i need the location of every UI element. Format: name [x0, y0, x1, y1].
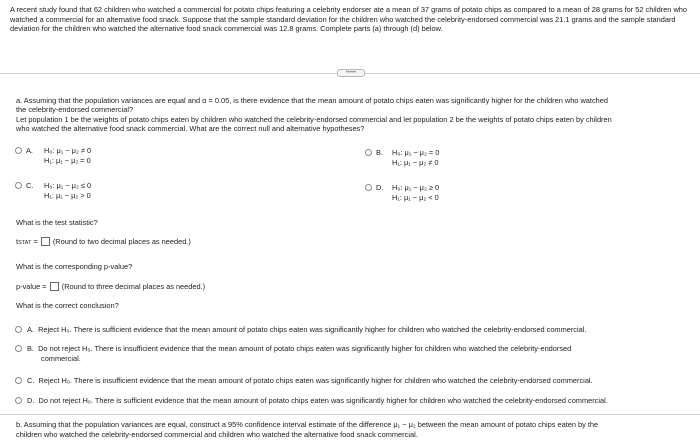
- conclusion-option-c: [27, 376, 593, 386]
- hypothesis-option-c-letter: C.: [26, 181, 34, 190]
- hypothesis-option-d-letter: D.: [376, 183, 384, 192]
- pvalue-question: What is the corresponding p-value?: [16, 262, 133, 271]
- expand-toggle-button[interactable]: •••••: [337, 69, 365, 77]
- conclusion-option-a-radio[interactable]: [15, 326, 22, 333]
- part-b-question: b. Assuming that the population variances are equal, construct a 95% confidence interval estimate of the difference μ₁ − μ₂ between the mean amount of potato chips eaten by the: [16, 420, 599, 429]
- conclusion-option-d-decision: Do not reject H₀.: [38, 396, 93, 405]
- conclusion-option-b-text-cont: commercial.: [41, 354, 81, 363]
- hypothesis-option-c-radio[interactable]: [15, 182, 22, 189]
- hypothesis-option-a-letter: A.: [26, 146, 33, 155]
- part-a-question: a. Assuming that the population variances are equal and α = 0.05, is there evidence that the mean amount of potato chips eaten was significantly higher for the children who watched: [16, 96, 608, 105]
- hypothesis-option-b-h0: H₀: μ₁ − μ₂ = 0: [392, 148, 440, 157]
- tstat-hint: (Round to two decimal places as needed.): [52, 237, 191, 246]
- hypothesis-option-d-radio[interactable]: [365, 184, 372, 191]
- conclusion-option-d-text: There is sufficient evidence that the mean amount of potato chips eaten was significantly higher for children who watched the celebrity-endorsed commercial.: [94, 396, 608, 405]
- test-statistic-question: What is the test statistic?: [16, 218, 98, 227]
- part-b-question-cont: children who watched the celebrity-endorsed commercial and children who watched the alternative food snack commercial.: [16, 430, 418, 439]
- conclusion-option-a-decision: Reject H₀.: [38, 325, 72, 334]
- conclusion-option-b: [27, 344, 571, 354]
- hypothesis-option-a-h0: H₀: μ₁ − μ₂ ≠ 0: [44, 146, 92, 155]
- conclusion-question: What is the correct conclusion?: [16, 301, 119, 310]
- hypothesis-option-b-h1: H₁: μ₁ − μ₂ ≠ 0: [392, 158, 439, 167]
- part-a-setup: Let population 1 be the weights of potato chips eaten by children who watched the celebrity-endorsed commercial and let population 2 be the weights of potato chips eaten by children: [16, 115, 612, 124]
- conclusion-option-b-text: There is insufficient evidence that the mean amount of potato chips eaten was significantly higher for children who watched the celebrity-endorsed: [94, 344, 572, 353]
- hypothesis-option-a-radio[interactable]: [15, 147, 22, 154]
- hypothesis-option-a-h1: H₁: μ₁ − μ₂ = 0: [44, 156, 91, 165]
- conclusion-option-a-text: There is sufficient evidence that the mean amount of potato chips eaten was significantly higher for children who watched the celebrity-endorsed commercial.: [73, 325, 587, 334]
- tstat-equals: =: [31, 237, 38, 246]
- hypothesis-option-b-letter: B.: [376, 148, 383, 157]
- problem-statement: A recent study found that 62 children who watched a commercial for potato chips featuring a celebrity endorser ate a mean of 37 grams of potato chips as compared to a mean of 28 grams for 52 children who watched a commercial for an alternative food snack. Suppose that the sample standard deviation for the children who watched the celebrity-endorsed commercial was 21.1 grams and the sample standard deviation for the children who watched the alternative food snack commercial was 12.8 grams. Complete parts (a) through (d) below.: [10, 5, 688, 34]
- conclusion-option-a-letter: A.: [27, 325, 34, 334]
- section-divider-b: [0, 414, 700, 415]
- tstat-row: [16, 237, 191, 249]
- conclusion-option-a: [27, 325, 586, 335]
- hypothesis-option-c-h1: H₁: μ₁ − μ₂ > 0: [44, 191, 91, 200]
- pvalue-label: p-value =: [16, 282, 47, 291]
- conclusion-option-b-radio[interactable]: [15, 345, 22, 352]
- conclusion-option-c-radio[interactable]: [15, 377, 22, 384]
- pvalue-hint: (Round to three decimal places as needed.): [61, 282, 206, 291]
- conclusion-option-c-text: There is insufficient evidence that the mean amount of potato chips eaten was significantly higher for children who watched the celebrity-endorsed commercial.: [73, 376, 593, 385]
- part-a-setup-cont: who watched the alternative food snack commercial. What are the correct null and alternative hypotheses?: [16, 124, 365, 133]
- pvalue-row: [16, 282, 205, 292]
- hypothesis-option-d-h1: H₁: μ₁ − μ₂ < 0: [392, 193, 439, 202]
- tstat-input[interactable]: [41, 237, 50, 246]
- conclusion-option-c-letter: C.: [27, 376, 35, 385]
- conclusion-option-c-decision: Reject H₀.: [38, 376, 72, 385]
- pvalue-input[interactable]: [50, 282, 59, 291]
- conclusion-option-b-letter: B.: [27, 344, 34, 353]
- part-a-question-cont: the celebrity-endorsed commercial?: [16, 105, 134, 114]
- conclusion-option-d-radio[interactable]: [15, 397, 22, 404]
- conclusion-option-d-letter: D.: [27, 396, 35, 405]
- tstat-label: t: [16, 237, 19, 246]
- hypothesis-option-d-h0: H₀: μ₁ − μ₂ ≥ 0: [392, 183, 440, 192]
- tstat-subscript: STAT: [18, 240, 32, 246]
- hypothesis-option-c-h0: H₀: μ₁ − μ₂ ≤ 0: [44, 181, 92, 190]
- hypothesis-option-b-radio[interactable]: [365, 149, 372, 156]
- conclusion-option-b-decision: Do not reject H₀.: [38, 344, 93, 353]
- conclusion-option-d: [27, 396, 608, 406]
